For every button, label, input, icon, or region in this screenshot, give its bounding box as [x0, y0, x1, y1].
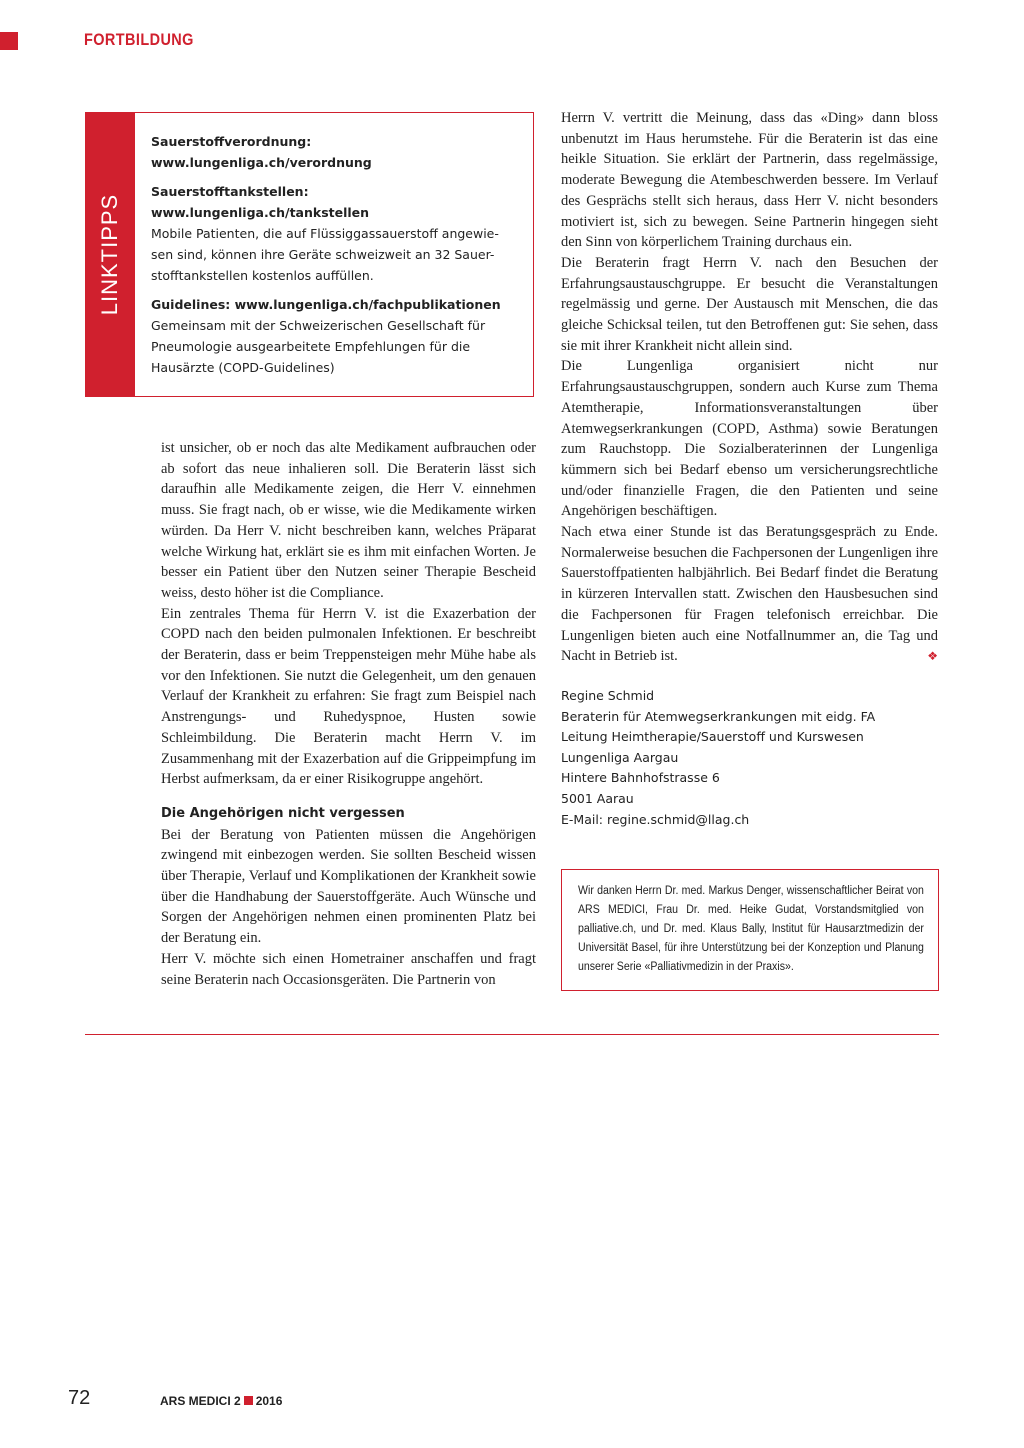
left-column: [161, 438, 536, 990]
journal-name: ARS MEDICI 2: [160, 1394, 241, 1408]
body-paragraph: [561, 522, 938, 667]
linktips-sidebar: [85, 112, 135, 397]
body-paragraph: Herrn V. vertritt die Meinung, dass das «Ding» dann bloss unbenutzt im Haus herumstehe. Für die Beraterin ist das eine heikle Situation. Sie erklärt der Partnerin, dass regelmässige, moderate Bewegung die Atembeschwerden bessere. Im Verlauf des Gesprächs stellt sich heraus, dass Herr V. nicht besonders motiviert ist, sich zu bewegen. Seine Partnerin hingegen sieht den Sinn von körperlichem Training durchaus ein.: [561, 110, 938, 251]
linktip-item-verordnung: [151, 131, 521, 173]
linktips-label: LINKTIPPS: [97, 193, 122, 316]
body-paragraph-text: Nach etwa einer Stunde ist das Beratungsgespräch zu Ende. Normalerweise besuchen die Fachpersonen der Lungenligen ihre Sauerstoffpatienten halbjährlich. Bei Bedarf findet die Beratung in kürzeren Intervallen statt. Zwischen den Hausbesuchen sind die Fachpersonen für Fragen telefonisch erreichbar. Die Lungenligen bieten auch eine Notfallnummer an, die Tag und Nacht in Betrieb ist.: [561, 524, 938, 665]
author-role: Leitung Heimtherapie/Sauerstoff und Kurswesen: [561, 729, 864, 745]
author-street: Hintere Bahnhofstrasse 6: [561, 770, 720, 786]
linktip-item-guidelines: [151, 294, 521, 378]
body-paragraph: Herr V. möchte sich einen Hometrainer anschaffen und fragt seine Beraterin nach Occasionsgeräten. Die Partnerin von: [161, 950, 536, 988]
section-title: FORTBILDUNG: [84, 30, 194, 49]
page-number: 72: [68, 1387, 91, 1409]
linktip-link[interactable]: www.lungenliga.ch/verordnung: [151, 155, 372, 170]
acknowledgement-text: Wir danken Herrn Dr. med. Markus Denger, wissenschaftlicher Beirat von ARS MEDICI, Frau Dr. med. Heike Gudat, Vorstandsmitglied von palliative.ch, und Dr. med. Klaus Bally, Institut für Hausarztmedizin der Universität Basel, für ihre Unterstützung bei der Konzeption und Planung unserer Serie «Palliativmedizin in der Praxis».: [578, 885, 924, 973]
journal-year: 2016: [255, 1394, 283, 1408]
subheading: Die Angehörigen nicht vergessen: [161, 805, 405, 821]
author-organization: Lungenliga Aargau: [561, 749, 679, 765]
linktip-text-line: Hausärzte (COPD-Guidelines): [151, 360, 335, 375]
author-email-link[interactable]: E-Mail: regine.schmid@llag.ch: [561, 811, 750, 827]
end-mark-icon: ❖: [927, 649, 938, 664]
header-accent-square: [0, 32, 18, 50]
linktip-text-line: Pneumologie ausgearbeitete Empfehlungen für die: [151, 339, 471, 354]
author-block: [561, 686, 875, 830]
body-paragraph: ist unsicher, ob er noch das alte Medikament aufbrauchen oder ab sofort das neue inhalieren soll. Die Beraterin lässt sich daraufhin alle Medikamente zeigen, die Herr V. einnehmen muss. Sie fragt nach, ob er wisse, wie die Medikamente wirken würden. Da Herr V. nicht beschreiben kann, welches Präparat welche Wirkung hat, erklärt sie es ihm mit einfachen Worten. Je besser ein Patient über den Nutzen seiner Therapie Bescheid weiss, desto höher ist die Compliance.: [161, 440, 536, 601]
footer-accent-square: [244, 1396, 253, 1405]
linktip-text-line: Mobile Patienten, die auf Flüssiggassauerstoff angewie-: [151, 226, 499, 241]
author-role: Beraterin für Atemwegserkrankungen mit eidg. FA: [561, 708, 876, 724]
linktip-text-line: sen sind, können ihre Geräte schweizweit an 32 Sauer-: [151, 247, 495, 262]
footer-journal: [160, 1394, 282, 1408]
body-paragraph: Die Beraterin fragt Herrn V. nach den Besuchen der Erfahrungsaustauschgruppe. Er besucht die Veranstaltungen regelmässig und gerne. Der Austausch mit Menschen, die das gleiche Schicksal teilen, tut den Betroffenen gut: Sie sehen, dass sie mit ihrer Krankheit nicht allein sind.: [561, 254, 938, 354]
linktip-item-tankstellen: [151, 181, 521, 286]
linktip-link[interactable]: www.lungenliga.ch/tankstellen: [151, 205, 370, 220]
divider: [85, 1034, 939, 1035]
body-paragraph: Bei der Beratung von Patienten müssen die Angehörigen zwingend mit einbezogen werden. Sie sollten Bescheid wissen über Therapie, Verlauf und Komplikationen der Krankheit sowie über die Handhabung der Sauerstoffgeräte. Auch Wünsche und Sorgen der Angehörigen nehmen einen prominenten Platz bei der Beratung ein.: [161, 826, 536, 947]
linktip-text-line: stofftankstellen kostenlos auffüllen.: [151, 268, 374, 283]
acknowledgement-box: [561, 869, 939, 991]
body-paragraph: Ein zentrales Thema für Herrn V. ist die Exazerbation der COPD nach den beiden pulmonalen Infektionen. Er beschreibt der Beraterin, dass er beim Treppensteigen mehr Mühe habe als vor den Infektionen. Sie nutzt die Gelegenheit, um den genauen Verlauf der Krankheit zu erfahren: Sie fragt zum Beispiel nach Anstrengungs- und Ruhedyspnoe, Husten sowie Schleimbildung. Die Beraterin macht Herrn V. im Zusammenhang mit der Exazerbation auf die Grippeimpfung im Herbst aufmerksam, da er einer Risikogruppe angehört.: [161, 605, 536, 788]
body-paragraph: Die Lungenliga organisiert nicht nur Erfahrungsaustauschgruppen, sondern auch Kurse zum Thema Atemtherapie, Informationsveranstaltungen über Atemwegserkrankungen (COPD, Asthma) sowie Beratungen zum Rauchstopp. Die Sozialberaterinnen der Lungenliga kümmern sich bei Bedarf ebenso um versicherungsrechtliche und/oder finanzielle Fragen, die den Patienten und seine Angehörigen beschäftigen.: [561, 358, 938, 520]
author-city: 5001 Aarau: [561, 790, 634, 806]
author-name: Regine Schmid: [561, 688, 655, 703]
linktip-title: Sauerstofftankstellen:: [151, 184, 309, 199]
linktip-link[interactable]: Guidelines: www.lungenliga.ch/fachpublikationen: [151, 297, 501, 312]
linktip-text-line: Gemeinsam mit der Schweizerischen Gesellschaft für: [151, 318, 486, 333]
right-column: [561, 108, 938, 667]
linktip-title: Sauerstoffverordnung:: [151, 134, 312, 149]
